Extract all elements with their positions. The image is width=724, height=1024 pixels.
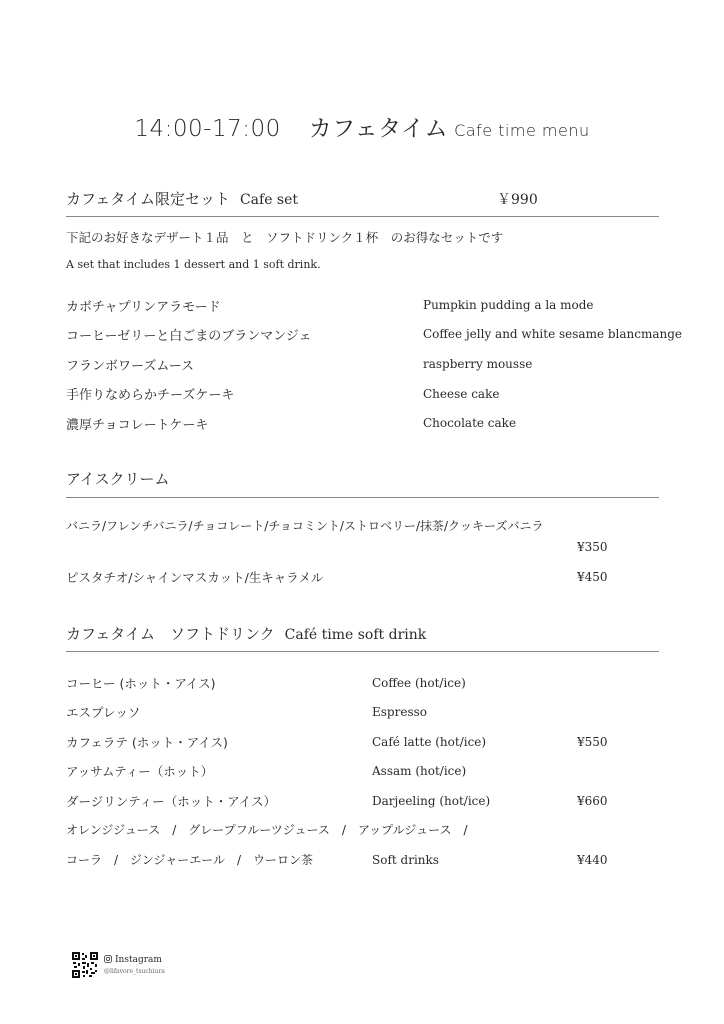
page-title <box>0 110 724 143</box>
dessert-jp: 濃厚チョコレートケーキ <box>66 418 209 433</box>
cafe-set-desc-jp: 下記のお好きなデザート１品 と ソフトドリンク１杯 のお得なセットです <box>66 230 504 245</box>
title-en: Cafe time menu <box>454 121 590 140</box>
ice-cream-premium-price: ¥450 <box>577 570 608 584</box>
dessert-en: Cheese cake <box>423 387 500 401</box>
instagram-icon <box>104 955 112 963</box>
drink-en: Darjeeling (hot/ice) <box>372 794 491 808</box>
drink-en: Café latte (hot/ice) <box>372 735 487 749</box>
title-time: 14:00-17:00 <box>134 116 281 142</box>
drink-price: ¥440 <box>577 853 608 867</box>
ice-cream-price: ¥350 <box>577 540 608 554</box>
drink-price: ¥660 <box>577 794 608 808</box>
instagram-label-text: Instagram <box>115 955 162 965</box>
dessert-jp: カボチャプリンアラモード <box>66 300 221 315</box>
dessert-en: raspberry mousse <box>423 357 533 371</box>
drink-en: Soft drinks <box>372 853 439 867</box>
cafe-set-heading <box>66 188 298 209</box>
drink-jp: コーラ / ジンジャーエール / ウーロン茶 <box>66 853 314 867</box>
cafe-set-price: ￥990 <box>497 192 538 208</box>
soft-drink-heading-jp: カフェタイム ソフトドリンク <box>66 625 275 643</box>
drink-en: Coffee (hot/ice) <box>372 676 466 690</box>
divider <box>66 216 659 217</box>
dessert-en: Pumpkin pudding a la mode <box>423 298 594 312</box>
dessert-jp: コーヒーゼリーと白ごまのブランマンジェ <box>66 329 312 344</box>
drink-price: ¥550 <box>577 735 608 749</box>
drink-jp: コーヒー (ホット・アイス) <box>66 676 216 691</box>
instagram-label[interactable] <box>104 955 162 965</box>
cafe-set-heading-jp: カフェタイム限定セット <box>66 190 230 208</box>
drink-jp: ダージリンティー（ホット・アイス） <box>66 794 277 809</box>
ice-cream-flavors: バニラ/フレンチバニラ/チョコレート/チョコミント/ストロベリー/抹茶/クッキーズバニラ <box>66 519 544 533</box>
drink-jp: オレンジジュース / グレープフルーツジュース / アップルジュース / <box>66 823 468 837</box>
cafe-set-heading-en: Cafe set <box>239 192 299 208</box>
dessert-jp: フランボワーズムース <box>66 359 195 374</box>
dessert-en: Coffee jelly and white sesame blancmange <box>423 327 683 341</box>
drink-en: Espresso <box>372 705 427 719</box>
ice-cream-heading: アイスクリーム <box>66 470 170 488</box>
soft-drink-heading <box>66 623 426 644</box>
divider <box>66 651 659 652</box>
instagram-handle: @lifavore_tsuchiura <box>104 968 165 975</box>
drink-jp: エスプレッソ <box>66 705 141 720</box>
title-jp: カフェタイム <box>308 116 449 142</box>
soft-drink-heading-en: Café time soft drink <box>284 627 427 643</box>
drink-jp: アッサムティー（ホット） <box>66 764 214 779</box>
qr-code[interactable] <box>72 952 98 978</box>
drink-jp: カフェラテ (ホット・アイス) <box>66 735 228 750</box>
ice-cream-premium-flavors: ピスタチオ/シャインマスカット/生キャラメル <box>66 570 324 585</box>
cafe-set-desc-en: A set that includes 1 dessert and 1 soft drink. <box>66 258 321 271</box>
dessert-en: Chocolate cake <box>423 416 517 430</box>
divider <box>66 497 659 498</box>
dessert-jp: 手作りなめらかチーズケーキ <box>66 388 235 403</box>
drink-en: Assam (hot/ice) <box>372 764 467 778</box>
